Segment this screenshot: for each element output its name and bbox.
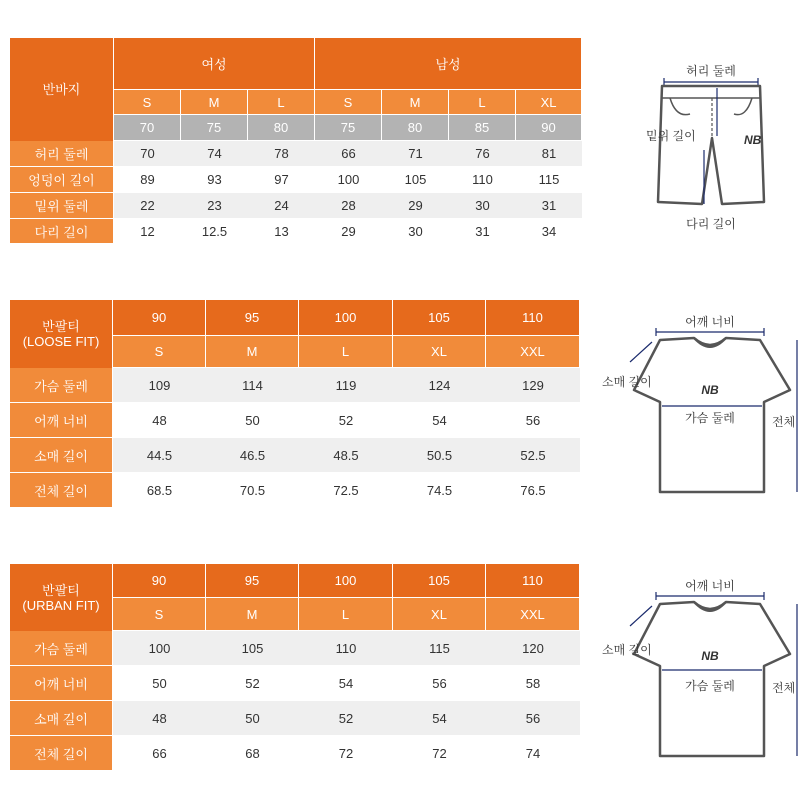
table-cell: 50 bbox=[206, 701, 299, 736]
table-cell: 74.5 bbox=[393, 473, 486, 508]
table-cell: 58 bbox=[486, 666, 580, 701]
inseam-label: 다리 길이 bbox=[686, 217, 736, 231]
shorts-waist-size: 85 bbox=[449, 115, 516, 141]
shorts-group-men: 남성 bbox=[315, 38, 582, 90]
table-row bbox=[10, 167, 582, 193]
size-number: 100 bbox=[299, 300, 393, 336]
table-cell: 46.5 bbox=[206, 438, 299, 473]
shorts-size: M bbox=[382, 90, 449, 115]
table-cell: 76 bbox=[449, 141, 516, 167]
row-label: 어깨 너비 bbox=[10, 666, 113, 701]
size-number: 95 bbox=[206, 564, 299, 598]
urban-fit-title bbox=[10, 564, 113, 631]
shorts-waist-size: 75 bbox=[315, 115, 382, 141]
table-cell: 70.5 bbox=[206, 473, 299, 508]
table-cell: 56 bbox=[393, 666, 486, 701]
table-cell: 28 bbox=[315, 193, 382, 219]
table-cell: 22 bbox=[114, 193, 181, 219]
row-label: 허리 둘레 bbox=[10, 141, 114, 167]
shorts-waist-size: 80 bbox=[382, 115, 449, 141]
shorts-waist-size: 75 bbox=[181, 115, 248, 141]
size-letter: S bbox=[113, 598, 206, 631]
brand-logo: NB bbox=[701, 383, 719, 397]
table-cell: 70 bbox=[114, 141, 181, 167]
table-cell: 34 bbox=[516, 219, 582, 244]
table-row bbox=[10, 701, 580, 736]
table-cell: 50 bbox=[113, 666, 206, 701]
row-label: 어깨 너비 bbox=[10, 403, 113, 438]
shorts-group-women: 여성 bbox=[114, 38, 315, 90]
row-label: 소매 길이 bbox=[10, 701, 113, 736]
size-letter: XL bbox=[393, 598, 486, 631]
table-cell: 115 bbox=[393, 631, 486, 666]
table-cell: 97 bbox=[248, 167, 315, 193]
shoulder-label: 어깨 너비 bbox=[685, 315, 735, 329]
table-cell: 56 bbox=[486, 701, 580, 736]
row-label: 가슴 둘레 bbox=[10, 368, 113, 403]
chest-label: 가슴 둘레 bbox=[685, 679, 735, 693]
urban-fit-size-table bbox=[10, 564, 580, 771]
table-cell: 30 bbox=[382, 219, 449, 244]
table-cell: 72 bbox=[393, 736, 486, 771]
length-label: 전체 bbox=[772, 415, 796, 429]
tshirt-diagram-icon bbox=[600, 310, 800, 500]
table-cell: 50 bbox=[206, 403, 299, 438]
table-cell: 29 bbox=[382, 193, 449, 219]
table-row bbox=[10, 141, 582, 167]
brand-logo: NB bbox=[744, 133, 762, 147]
size-number: 105 bbox=[393, 564, 486, 598]
table-cell: 54 bbox=[393, 403, 486, 438]
table-cell: 13 bbox=[248, 219, 315, 244]
shorts-diagram-icon bbox=[640, 58, 790, 238]
table-cell: 114 bbox=[206, 368, 299, 403]
size-number: 110 bbox=[486, 300, 580, 336]
size-letter: M bbox=[206, 598, 299, 631]
size-number: 105 bbox=[393, 300, 486, 336]
table-row bbox=[10, 438, 580, 473]
table-cell: 66 bbox=[113, 736, 206, 771]
table-cell: 119 bbox=[299, 368, 393, 403]
table-cell: 105 bbox=[382, 167, 449, 193]
tshirt-diagram-icon bbox=[600, 574, 800, 764]
table-row bbox=[10, 736, 580, 771]
size-number: 90 bbox=[113, 564, 206, 598]
table-cell: 110 bbox=[299, 631, 393, 666]
size-letter: L bbox=[299, 598, 393, 631]
shorts-waist-size: 90 bbox=[516, 115, 582, 141]
size-letter: XXL bbox=[486, 336, 580, 368]
brand-logo: NB bbox=[701, 649, 719, 663]
table-cell: 48.5 bbox=[299, 438, 393, 473]
table-cell: 54 bbox=[299, 666, 393, 701]
sleeve-label: 소매 길이 bbox=[602, 643, 652, 657]
shorts-size: L bbox=[449, 90, 516, 115]
loose-fit-title bbox=[10, 300, 113, 368]
table-cell: 78 bbox=[248, 141, 315, 167]
size-number: 110 bbox=[486, 564, 580, 598]
table-cell: 89 bbox=[114, 167, 181, 193]
urban-fit-subtitle: (URBAN FIT) bbox=[22, 597, 100, 613]
shorts-waist-size: 80 bbox=[248, 115, 315, 141]
size-letter: XL bbox=[393, 336, 486, 368]
table-cell: 109 bbox=[113, 368, 206, 403]
shoulder-label: 어깨 너비 bbox=[685, 579, 735, 593]
table-row bbox=[10, 666, 580, 701]
table-cell: 52 bbox=[206, 666, 299, 701]
table-row bbox=[10, 219, 582, 244]
size-letter: L bbox=[299, 336, 393, 368]
table-cell: 29 bbox=[315, 219, 382, 244]
table-cell: 66 bbox=[315, 141, 382, 167]
table-cell: 52 bbox=[299, 403, 393, 438]
shorts-size: S bbox=[315, 90, 382, 115]
loose-fit-title-text: 반팔티 bbox=[42, 319, 80, 334]
row-label: 다리 길이 bbox=[10, 219, 114, 244]
table-cell: 81 bbox=[516, 141, 582, 167]
row-label: 소매 길이 bbox=[10, 438, 113, 473]
table-cell: 31 bbox=[516, 193, 582, 219]
shorts-size: XL bbox=[516, 90, 582, 115]
row-label: 밑위 둘레 bbox=[10, 193, 114, 219]
size-letter: XXL bbox=[486, 598, 580, 631]
table-cell: 74 bbox=[486, 736, 580, 771]
table-row bbox=[10, 473, 580, 508]
table-row bbox=[10, 403, 580, 438]
table-row bbox=[10, 368, 580, 403]
row-label: 엉덩이 길이 bbox=[10, 167, 114, 193]
table-cell: 100 bbox=[113, 631, 206, 666]
urban-fit-title-text: 반팔티 bbox=[42, 582, 80, 598]
size-letter: M bbox=[206, 336, 299, 368]
table-cell: 74 bbox=[181, 141, 248, 167]
shorts-size: M bbox=[181, 90, 248, 115]
table-cell: 110 bbox=[449, 167, 516, 193]
shorts-size: S bbox=[114, 90, 181, 115]
shorts-title: 반바지 bbox=[10, 38, 114, 141]
table-cell: 115 bbox=[516, 167, 582, 193]
table-cell: 68.5 bbox=[113, 473, 206, 508]
row-label: 전체 길이 bbox=[10, 473, 113, 508]
table-cell: 72 bbox=[299, 736, 393, 771]
table-cell: 50.5 bbox=[393, 438, 486, 473]
size-number: 95 bbox=[206, 300, 299, 336]
table-row bbox=[10, 631, 580, 666]
size-number: 100 bbox=[299, 564, 393, 598]
row-label: 전체 길이 bbox=[10, 736, 113, 771]
row-label: 가슴 둘레 bbox=[10, 631, 113, 666]
table-cell: 31 bbox=[449, 219, 516, 244]
table-cell: 30 bbox=[449, 193, 516, 219]
shorts-size: L bbox=[248, 90, 315, 115]
table-cell: 93 bbox=[181, 167, 248, 193]
table-cell: 71 bbox=[382, 141, 449, 167]
table-cell: 52 bbox=[299, 701, 393, 736]
size-number: 90 bbox=[113, 300, 206, 336]
table-cell: 124 bbox=[393, 368, 486, 403]
size-letter: S bbox=[113, 336, 206, 368]
table-row bbox=[10, 193, 582, 219]
table-cell: 76.5 bbox=[486, 473, 580, 508]
loose-fit-size-table bbox=[10, 300, 580, 508]
waist-label: 허리 둘레 bbox=[686, 64, 736, 78]
sleeve-label: 소매 길이 bbox=[602, 375, 652, 389]
table-cell: 23 bbox=[181, 193, 248, 219]
table-cell: 100 bbox=[315, 167, 382, 193]
table-cell: 52.5 bbox=[486, 438, 580, 473]
table-cell: 129 bbox=[486, 368, 580, 403]
table-cell: 120 bbox=[486, 631, 580, 666]
table-cell: 68 bbox=[206, 736, 299, 771]
table-cell: 48 bbox=[113, 701, 206, 736]
table-cell: 12 bbox=[114, 219, 181, 244]
table-cell: 105 bbox=[206, 631, 299, 666]
table-cell: 56 bbox=[486, 403, 580, 438]
rise-label: 밑위 길이 bbox=[646, 129, 696, 143]
table-cell: 12.5 bbox=[181, 219, 248, 244]
table-cell: 24 bbox=[248, 193, 315, 219]
shorts-size-table bbox=[10, 38, 582, 244]
shorts-waist-size: 70 bbox=[114, 115, 181, 141]
table-cell: 72.5 bbox=[299, 473, 393, 508]
loose-fit-subtitle: (LOOSE FIT) bbox=[22, 334, 100, 349]
table-cell: 54 bbox=[393, 701, 486, 736]
table-cell: 44.5 bbox=[113, 438, 206, 473]
chest-label: 가슴 둘레 bbox=[685, 411, 735, 425]
length-label: 전체 bbox=[772, 681, 796, 695]
table-cell: 48 bbox=[113, 403, 206, 438]
